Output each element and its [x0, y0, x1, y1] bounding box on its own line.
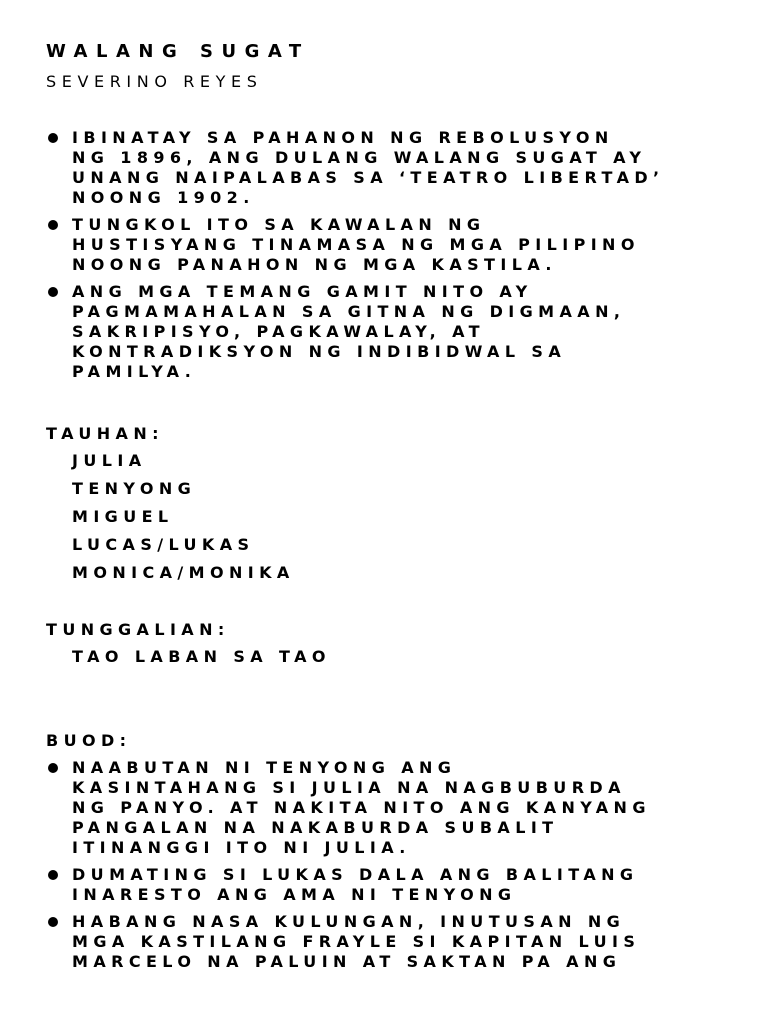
buod-bullet-item: [46, 758, 651, 858]
intro-bullet-item: [46, 215, 665, 275]
intro-bullet-item: [46, 282, 665, 382]
document-title: WALANG SUGAT: [46, 41, 310, 62]
buod-heading: BUOD:: [46, 731, 132, 750]
bullet-icon: [48, 917, 58, 927]
character-item: TENYONG: [72, 479, 197, 498]
character-item: MIGUEL: [72, 507, 174, 526]
intro-bullet-text: TUNGKOL ITO SA KAWALAN NG HUSTISYANG TINAMASA NG MGA PILIPINO NOONG PANAHON NG MGA KASTILA.: [72, 215, 640, 274]
bullet-icon: [48, 870, 58, 880]
character-item: LUCAS/LUKAS: [72, 535, 255, 554]
intro-bullet-item: [46, 128, 665, 208]
tauhan-heading: TAUHAN:: [46, 424, 164, 443]
buod-bullet-text: HABANG NASA KULUNGAN, INUTUSAN NG MGA KASTILANG FRAYLE SI KAPITAN LUIS MARCELO NA PALUIN AT SAKTAN PA ANG: [72, 912, 641, 971]
bullet-icon: [48, 763, 58, 773]
bullet-icon: [48, 133, 58, 143]
bullet-icon: [48, 287, 58, 297]
character-list: [72, 451, 295, 591]
buod-bullet-text: DUMATING SI LUKAS DALA ANG BALITANG INARESTO ANG AMA NI TENYONG: [72, 865, 639, 904]
intro-bullet-text: ANG MGA TEMANG GAMIT NITO AY PAGMAMAHALAN SA GITNA NG DIGMAAN, SAKRIPISYO, PAGKAWALAY, AT KONTRADIKSYON NG INDIBIDWAL SA PAMILYA.: [72, 282, 626, 381]
buod-bullet-item: [46, 912, 651, 972]
tunggalian-value: TAO LABAN SA TAO: [72, 647, 331, 666]
bullet-icon: [48, 220, 58, 230]
intro-bullet-list: [46, 128, 665, 389]
author-name: SEVERINO REYES: [46, 72, 263, 91]
buod-bullet-text: NAABUTAN NI TENYONG ANG KASINTAHANG SI JULIA NA NAGBUBURDA NG PANYO. AT NAKITA NITO ANG KANYANG PANGALAN NA NAKABURDA SUBALIT ITINANGGI ITO NI JULIA.: [72, 758, 651, 857]
tunggalian-heading: TUNGGALIAN:: [46, 620, 230, 639]
intro-bullet-text: IBINATAY SA PAHANON NG REBOLUSYON NG 1896, ANG DULANG WALANG SUGAT AY UNANG NAIPALABAS SA ‘TEATRO LIBERTAD’ NOONG 1902.: [72, 128, 665, 207]
buod-bullet-item: [46, 865, 651, 905]
buod-bullet-list: [46, 758, 651, 979]
character-item: MONICA/MONIKA: [72, 563, 295, 582]
character-item: JULIA: [72, 451, 147, 470]
